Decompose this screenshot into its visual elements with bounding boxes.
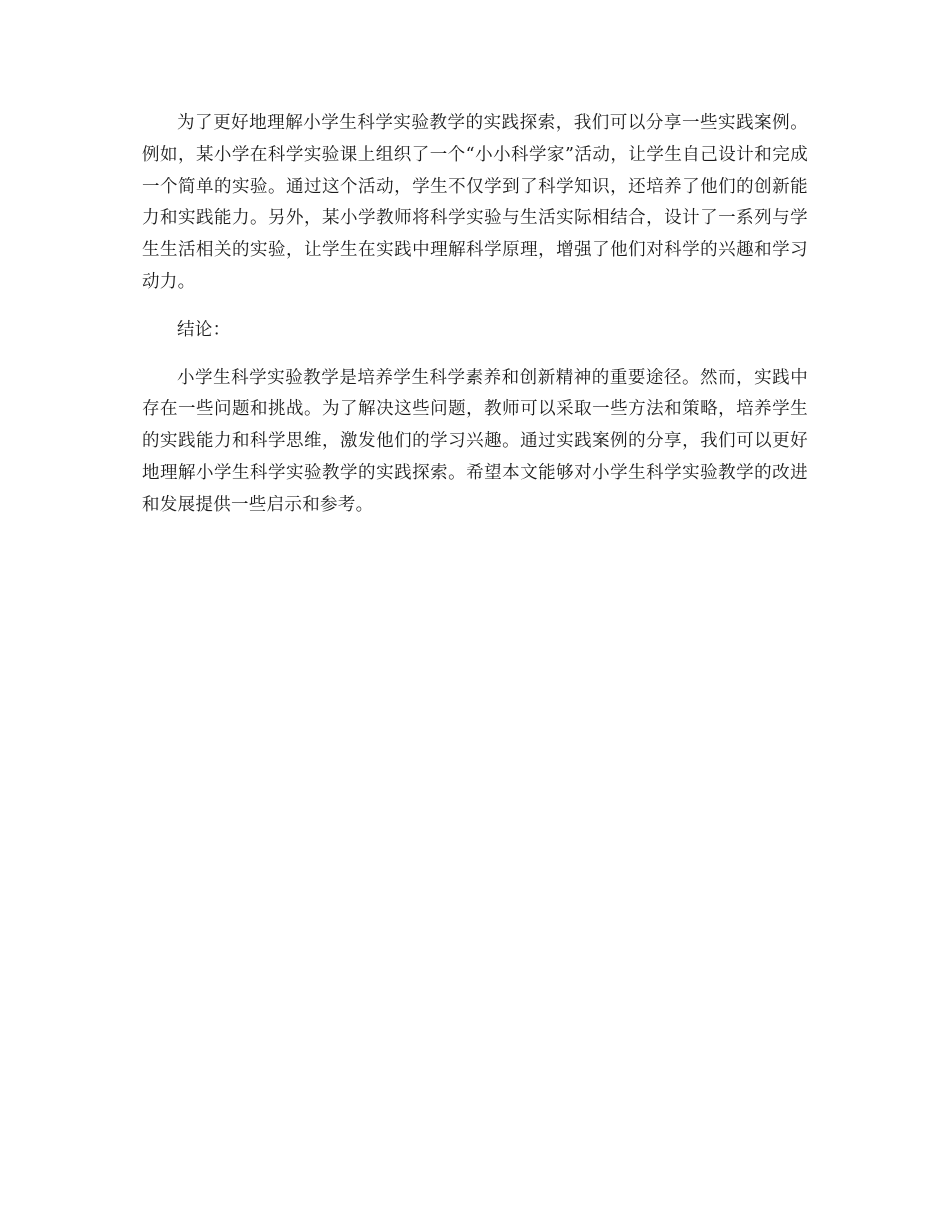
case-study-paragraph: 为了更好地理解小学生科学实验教学的实践探索，我们可以分享一些实践案例。例如，某小学在科学实验课上组织了一个“小小科学家”活动，让学生自己设计和完成一个简单的实验。通过这个活动，学生不仅学到了科学知识，还培养了他们的创新能力和实践能力。另外，某小学教师将科学实验与生活实际相结合，设计了一系列与学生生活相关的实验，让学生在实践中理解科学原理，增强了他们对科学的兴趣和学习动力。 (142, 113, 808, 292)
document-body (142, 108, 808, 538)
conclusion-paragraph: 小学生科学实验教学是培养学生科学素养和创新精神的重要途径。然而，实践中存在一些问题和挑战。为了解决这些问题，教师可以采取一些方法和策略，培养学生的实践能力和科学思维，激发他们的学习兴趣。通过实践案例的分享，我们可以更好地理解小学生科学实验教学的实践探索。希望本文能够对小学生科学实验教学的改进和发展提供一些启示和参考。 (142, 367, 808, 515)
conclusion-heading: 结论： (177, 319, 231, 340)
